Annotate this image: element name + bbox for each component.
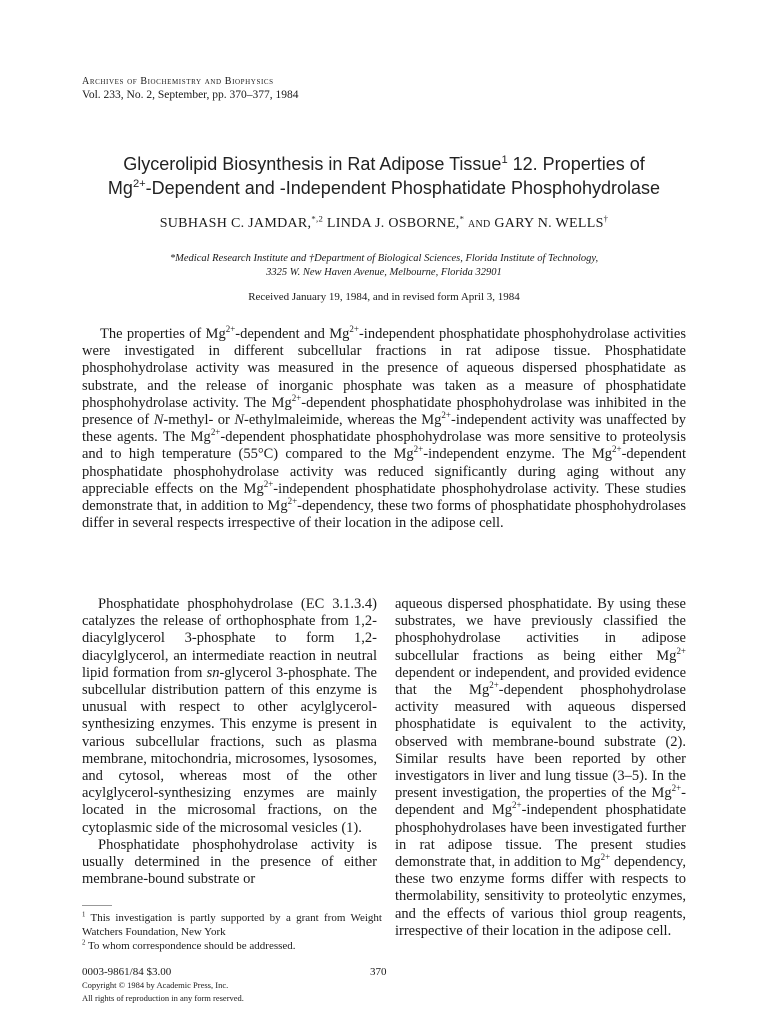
- superscript: 2+: [287, 496, 298, 507]
- journal-name: Archives of Biochemistry and Biophysics: [82, 76, 274, 87]
- footnote-2: [82, 939, 382, 953]
- italic-text: sn: [206, 664, 220, 681]
- body-paragraph: [82, 596, 377, 837]
- superscript: 2+: [512, 800, 522, 811]
- volume-line: Vol. 233, No. 2, September, pp. 370–377, 1984: [82, 89, 299, 101]
- superscript: 2+: [263, 479, 274, 489]
- text-run: aqueous dispersed phosphatidate. By using these substrates, we have previously classified the phosphohydrolase activities in adipose subcellular fractions as being either Mg: [395, 596, 686, 664]
- title-text: -Dependent and -Independent Phosphatidate Phosphohydrolase: [145, 178, 661, 198]
- italic-text: N: [153, 412, 164, 429]
- rights-notice: All rights of reproduction in any form reserved.: [82, 993, 244, 1003]
- superscript: 2+: [349, 324, 359, 335]
- footnote-divider: [82, 905, 112, 906]
- title-text: Mg: [107, 178, 133, 198]
- footnote-text: To whom correspondence should be addressed.: [85, 940, 296, 952]
- text-run: -glycerol 3-phosphate. The subcellular distribution pattern of this enzyme is unusual with respect to other acylglycerol-synthesizing enzymes. This enzyme is present in various subcellular fractions, such as plasma membrane, mitochondria, microsomes, lysosomes, and cytosol, whereas most of the other acylglycerol-synthesizing enzymes are mainly located in the microsomal fractions, on the cytoplasmic side of the microsomal vesicles (1).: [82, 664, 377, 836]
- title-superscript: 2+: [132, 178, 146, 190]
- superscript: 2+: [489, 680, 499, 691]
- body-column-right: [395, 596, 686, 940]
- author-name: LINDA J. OSBORNE,: [323, 216, 460, 231]
- text-run: -independent enzyme. The Mg: [423, 446, 613, 463]
- received-dates: Received January 19, 1984, and in revised form April 3, 1984: [248, 291, 520, 303]
- text-run: -independent phosphatidate phosphohydrolase activity. These studies demonstrate that, in addition to Mg: [82, 480, 686, 515]
- superscript: 2+: [671, 783, 682, 794]
- body-paragraph: [395, 596, 686, 940]
- affiliation-line-2: 3325 W. New Haven Avenue, Melbourne, Florida 32901: [266, 267, 502, 278]
- superscript: 2+: [600, 852, 611, 863]
- superscript: 2+: [225, 324, 236, 335]
- title-text: 12. Properties of: [507, 154, 645, 174]
- title-line-2: [60, 178, 708, 199]
- author-mark: *: [459, 213, 465, 224]
- text-run: dependency, these two enzyme forms differ with respects to thermolability, sensitivity to proteolytic enzymes, and the effects of various thiol group reagents, irrespective of their location in the adipose cell.: [395, 854, 686, 939]
- superscript: 2+: [441, 410, 451, 421]
- text-run: dependent or independent, and provided evidence that the Mg: [395, 664, 686, 699]
- text-run: -independent phosphatidate phosphohydrolase activities were investigated in different subcellular fractions in rat adipose tissue. Phosphatidate phosphohydrolase activity was measured in the presence of aqueous dispersed phosphatidate as substrate, and the release of inorganic phosphate was taken as a measure of phosphatidate phosphohydrolase activity. The Mg: [82, 326, 687, 411]
- title-text: Glycerolipid Biosynthesis in Rat Adipose Tissue: [123, 154, 502, 174]
- footnote-text: This investigation is partly supported by a grant from Weight Watchers Foundation, New York: [82, 912, 382, 938]
- text-run: -independent phosphatidate phosphohydrolases have been investigated further in rat adipose tissue. The present studies demonstrate that, in addition to Mg: [395, 802, 686, 871]
- body-column-left: [82, 596, 377, 888]
- title-footnote-mark: 1: [501, 154, 508, 166]
- abstract: [82, 326, 686, 532]
- copyright-notice: Copyright © 1984 by Academic Press, Inc.: [82, 980, 229, 990]
- body-paragraph: [82, 837, 377, 889]
- text-run: -dependency, these two forms of phosphatidate phosphohydrolases differ in several respects irrespective of their location in the adipose cell.: [82, 498, 686, 532]
- author-mark: †: [603, 213, 609, 224]
- author-name: SUBHASH C. JAMDAR,: [159, 216, 312, 231]
- author-mark: *,2: [311, 213, 324, 224]
- issn-price: 0003-9861/84 $3.00: [82, 966, 172, 978]
- superscript: 2+: [413, 444, 424, 455]
- footnote-mark: 2: [82, 939, 86, 947]
- text-run: -ethylmaleimide, whereas the Mg: [244, 412, 442, 429]
- text-run: -dependent phosphatidate phosphohydrolase activity was reduced significantly during aging without any appreciable effects on the Mg: [82, 446, 686, 497]
- superscript: 2+: [210, 427, 221, 438]
- text-run: -independent activity was unaffected by these agents. The Mg: [82, 412, 686, 446]
- text-run: Phosphatidate phosphohydrolase (EC 3.1.3.4) catalyzes the release of orthophosphate from 1,2-diacylglycerol 3-phosphate to form 1,2-diacylglycerol, an intermediate reaction in neutral lipid formation from: [82, 596, 377, 681]
- superscript: 2+: [612, 444, 622, 455]
- author-list: [0, 213, 768, 232]
- footnote-mark: 1: [82, 911, 86, 919]
- text-run: -dependent phosphatidate phosphohydrolase was more sensitive to proteolysis and to high temperature (55°C) compared to the Mg: [82, 429, 686, 463]
- page-number: 370: [370, 966, 387, 978]
- italic-text: N: [234, 412, 245, 429]
- text-run: -dependent and Mg: [395, 785, 686, 819]
- text-run: -methyl- or: [163, 412, 235, 429]
- title-line-1: [60, 154, 708, 175]
- text-run: -dependent and Mg: [235, 326, 350, 342]
- text-run: The properties of Mg: [100, 326, 226, 342]
- text-run: Phosphatidate phosphohydrolase activity is usually determined in the presence of either membrane-bound substrate or: [82, 836, 377, 888]
- superscript: 2+: [676, 645, 686, 656]
- abstract-paragraph: [82, 326, 686, 532]
- affiliation-line-1: *Medical Research Institute and †Department of Biological Sciences, Florida Institute of Technology,: [169, 253, 599, 264]
- author-name: GARY N. WELLS: [494, 216, 604, 231]
- text-run: -dependent phosphatidate phosphohydrolase was inhibited in the presence of: [82, 394, 687, 429]
- superscript: 2+: [291, 392, 302, 403]
- footnote-1: [82, 911, 382, 939]
- text-run: -dependent phosphohydrolase activity measured with aqueous dispersed phosphatidate is equivalent to the activity, observed with membrane-bound substrate (2). Similar results have been reported by other investigators in liver and lung tissue (3–5). In the present investigation, the properties of the Mg: [395, 682, 686, 802]
- author-conjunction: and: [464, 216, 495, 231]
